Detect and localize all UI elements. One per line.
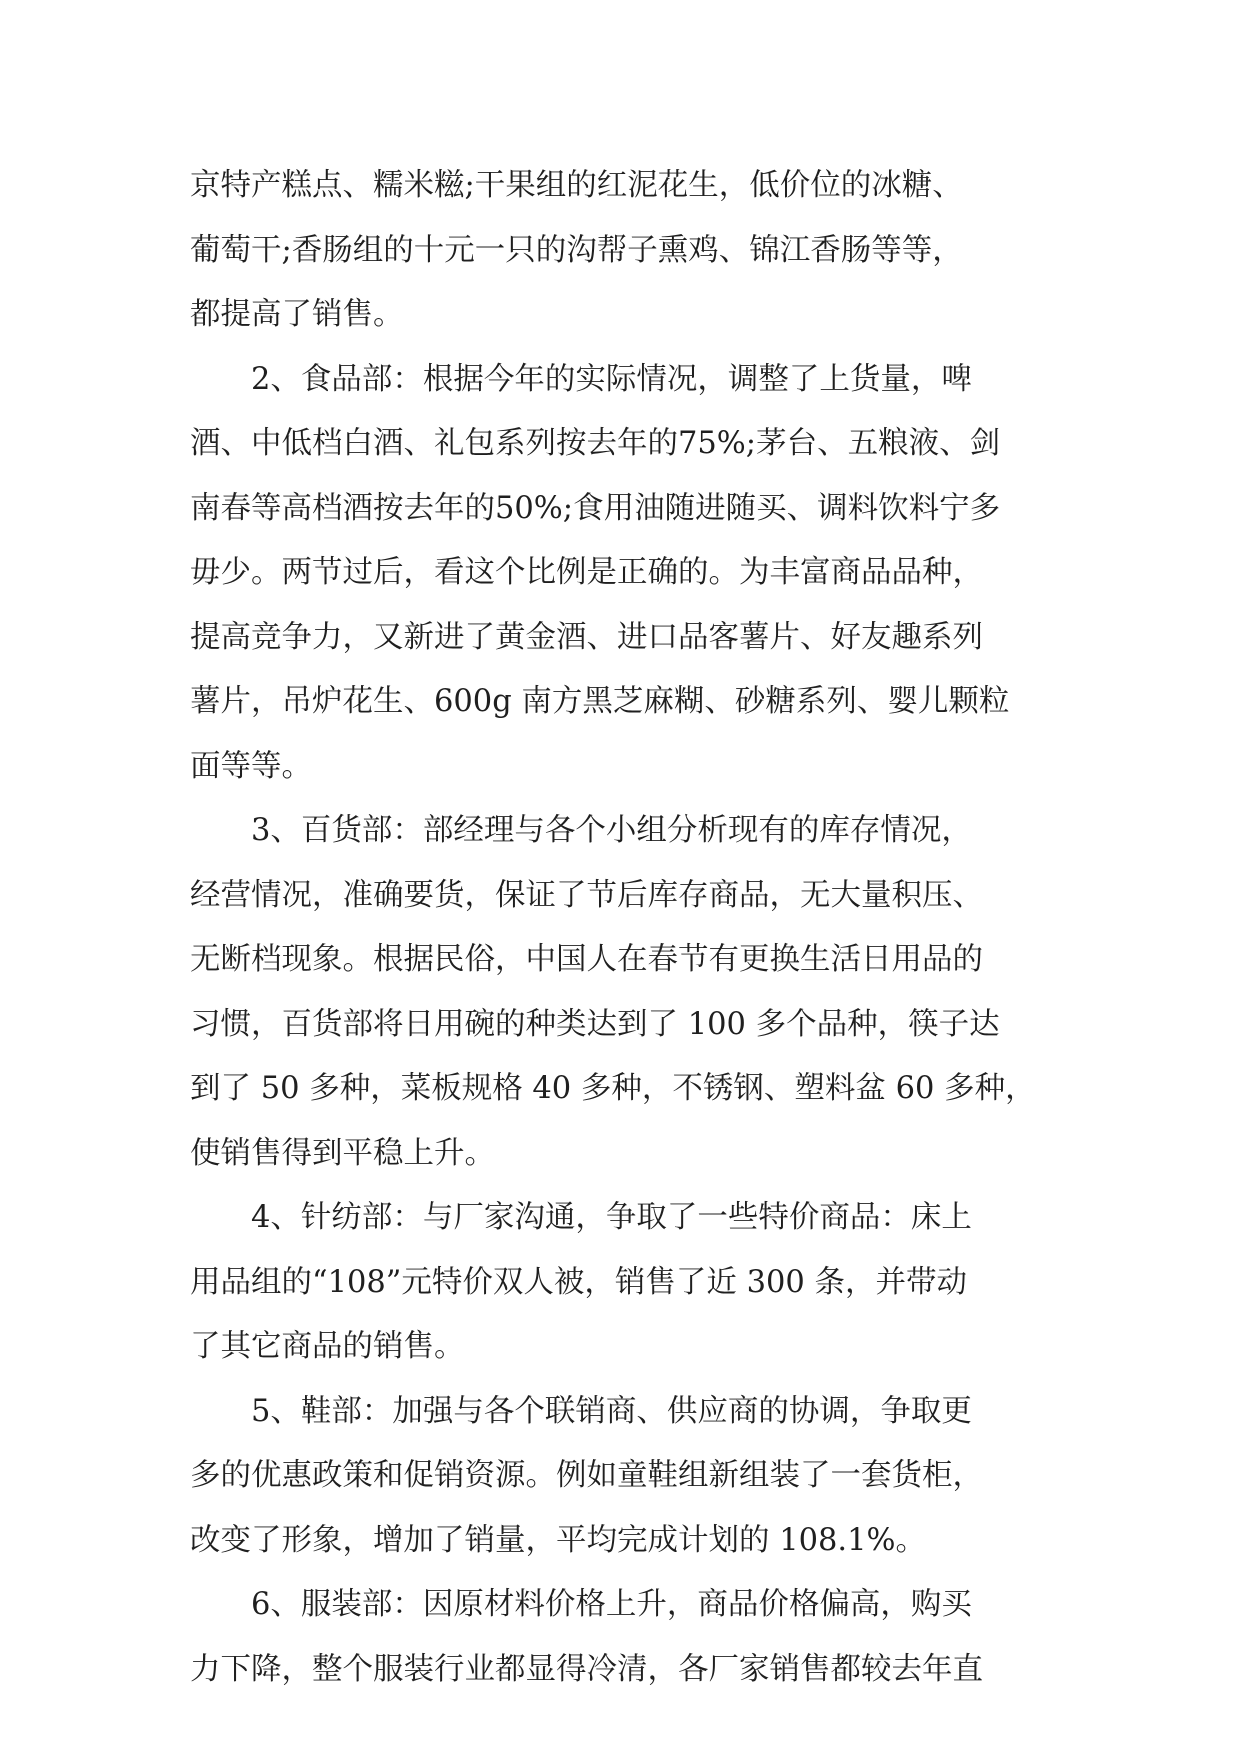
text-line: 了其它商品的销售。 [190,1329,465,1364]
text-line: 京特产糕点、糯米糍;干果组的红泥花生，低价位的冰糖、 [190,168,963,203]
paragraph-start-line: 6、服装部：因原材料价格上升，商品价格偏高，购买 [251,1587,972,1622]
text-line: 改变了形象，增加了销量，平均完成计划的 108.1%。 [190,1522,926,1558]
document-body [190,158,1070,1706]
text-line: 使销售得到平稳上升。 [190,1135,495,1171]
text-line: 都提高了销售。 [190,297,404,332]
text-line: 无断档现象。根据民俗，中国人在春节有更换生活日用品的 [190,942,983,977]
text-line: 毋少。两节过后，看这个比例是正确的。为丰富商品品种， [190,555,983,590]
paragraph-start-line: 2、食品部：根据今年的实际情况，调整了上货量，啤 [251,361,972,397]
text-line: 经营情况，准确要货，保证了节后库存商品，无大量积压、 [190,877,983,913]
text-line: 酒、中低档白酒、礼包系列按去年的75%;茅台、五粮液、剑 [190,426,1001,461]
text-line: 用品组的“108”元特价双人被，销售了近 300 条，并带动 [190,1264,968,1300]
paragraph-start-line: 4、针纺部：与厂家沟通，争取了一些特价商品：床上 [251,1200,972,1235]
text-line: 力下降，整个服装行业都显得冷清，各厂家销售都较去年直 [190,1651,983,1687]
paragraph-start-line: 3、百货部：部经理与各个小组分析现有的库存情况， [251,813,972,848]
text-line: 习惯，百货部将日用碗的种类达到了 100 多个品种，筷子达 [190,1006,1000,1042]
text-line: 面等等。 [190,748,312,784]
text-line: 到了 50 多种，菜板规格 40 多种，不锈钢、塑料盆 60 多种， [190,1071,1036,1106]
text-line: 多的优惠政策和促销资源。例如童鞋组新组装了一套货柜， [190,1458,983,1493]
text-line: 南春等高档酒按去年的50%;食用油随进随买、调料饮料宁多 [190,490,1001,526]
paragraph-start-line: 5、鞋部：加强与各个联销商、供应商的协调，争取更 [251,1393,972,1429]
text-line: 提高竞争力，又新进了黄金酒、进口品客薯片、好友趣系列 [190,619,983,655]
text-line: 薯片，吊炉花生、600g 南方黑芝麻糊、砂糖系列、婴儿颗粒 [190,684,1010,719]
text-line: 葡萄干;香肠组的十元一只的沟帮子熏鸡、锦江香肠等等， [190,232,963,268]
